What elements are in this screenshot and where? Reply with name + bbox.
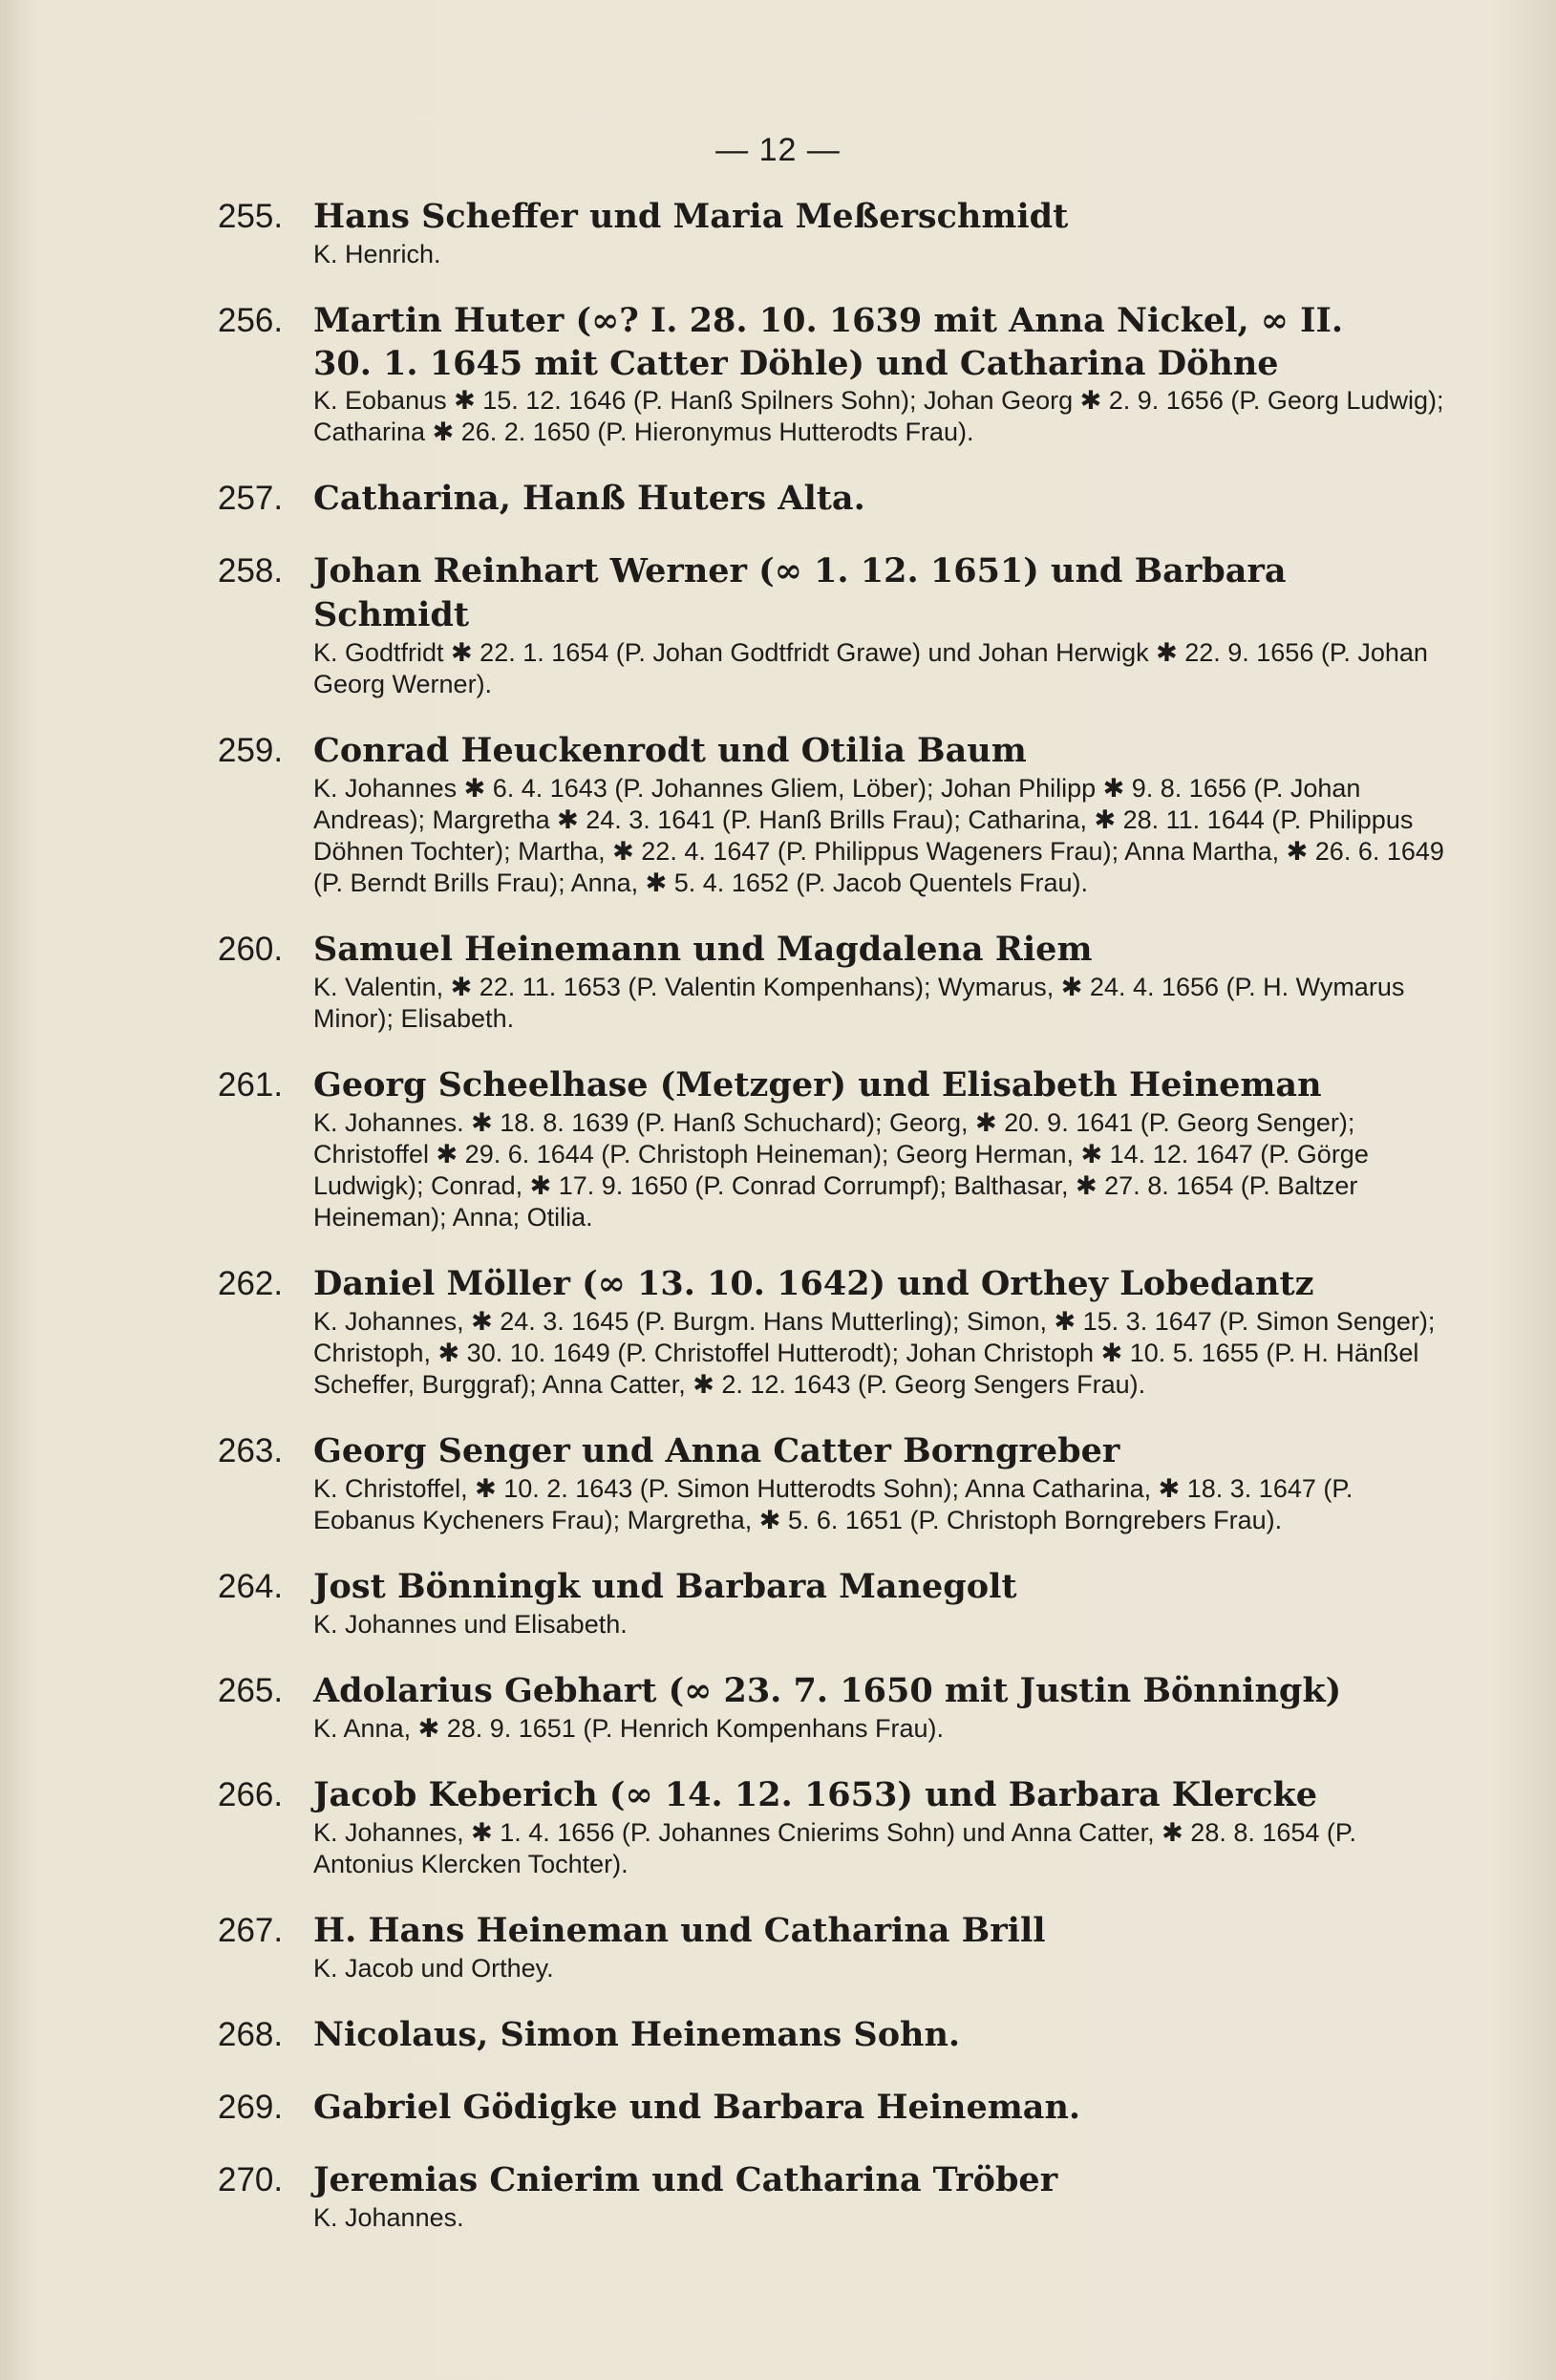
entry-children: K. Johannes und Elisabeth. [313, 1610, 628, 1639]
entry-number: 266. [218, 1776, 284, 1813]
entry-268 [218, 2013, 1450, 2057]
entry-265 [218, 1669, 1450, 1745]
entry-heading: Daniel Möller (∞ 13. 10. 1642) und Orthey Lobedantz [313, 1264, 1314, 1303]
entry-number: 259. [218, 732, 284, 769]
entry-heading: Johan Reinhart Werner (∞ 1. 12. 1651) und Barbara Schmidt [313, 551, 1287, 634]
entry-number: 270. [218, 2161, 284, 2198]
entry-261 [218, 1063, 1450, 1233]
entry-256 [218, 299, 1450, 448]
entry-number: 269. [218, 2089, 284, 2126]
entry-number: 255. [218, 198, 284, 235]
entry-number: 267. [218, 1912, 284, 1949]
entry-257 [218, 477, 1450, 521]
entry-258 [218, 549, 1450, 700]
entry-children: K. Johannes, ✱ 24. 3. 1645 (P. Burgm. Hans Mutterling); Simon, ✱ 15. 3. 1647 (P. Simon Senger); Christoph, ✱ 30. 10. 1649 (P. Christoffel Hutterodt); Johan Christoph ✱ 10. 5. 1655 (P. H. Hänßel Scheffer, Burggraf); Anna Catter, ✱ 2. 12. 1643 (P. Georg Sengers Frau). [313, 1307, 1436, 1399]
entry-number: 264. [218, 1568, 284, 1605]
entry-children: K. Jacob und Orthey. [313, 1954, 554, 1983]
entry-262 [218, 1262, 1450, 1401]
entry-children: K. Godtfridt ✱ 22. 1. 1654 (P. Johan Godtfridt Grawe) und Johan Herwigk ✱ 22. 9. 1656 (P. Johan Georg Werner). [313, 638, 1428, 698]
entry-children: K. Henrich. [313, 240, 441, 268]
entry-children: K. Valentin, ✱ 22. 11. 1653 (P. Valentin Kompenhans); Wymarus, ✱ 24. 4. 1656 (P. H. Wymarus Minor); Elisabeth. [313, 973, 1405, 1033]
entry-heading-continuation: 30. 1. 1645 mit Catter Döhle) und Catharina Döhne [313, 344, 1279, 383]
entry-heading: Nicolaus, Simon Heinemans Sohn. [313, 2015, 961, 2054]
entry-255 [218, 195, 1450, 270]
entry-heading: Georg Senger und Anna Catter Borngreber [313, 1431, 1120, 1470]
entry-number: 268. [218, 2016, 284, 2053]
entry-270 [218, 2158, 1450, 2234]
entry-number: 260. [218, 931, 284, 968]
entry-heading: Catharina, Hanß Huters Alta. [313, 479, 865, 518]
page-number: — 12 — [715, 132, 841, 168]
entry-heading: Hans Scheffer und Maria Meßerschmidt [313, 197, 1069, 236]
entry-264 [218, 1565, 1450, 1640]
entry-children: K. Johannes, ✱ 1. 4. 1656 (P. Johannes Cnierims Sohn) und Anna Catter, ✱ 28. 8. 1654 (P. Antonius Klercken Tochter). [313, 1818, 1356, 1878]
entry-heading: Conrad Heuckenrodt und Otilia Baum [313, 731, 1027, 770]
entry-heading: Jost Bönningk und Barbara Manegolt [313, 1567, 1017, 1606]
entry-number: 265. [218, 1672, 284, 1709]
entry-heading: Gabriel Gödigke und Barbara Heineman. [313, 2088, 1081, 2127]
entry-259 [218, 729, 1450, 899]
entry-children: K. Johannes. [313, 2203, 464, 2232]
entry-267 [218, 1909, 1450, 1984]
entry-heading: Martin Huter (∞? I. 28. 10. 1639 mit Anna Nickel, ∞ II. [313, 301, 1344, 340]
entry-269 [218, 2086, 1450, 2130]
entry-263 [218, 1429, 1450, 1536]
entry-children: K. Eobanus ✱ 15. 12. 1646 (P. Hanß Spilners Sohn); Johan Georg ✱ 2. 9. 1656 (P. Georg Ludwig); Catharina ✱ 26. 2. 1650 (P. Hieronymus Hutterodts Frau). [313, 386, 1444, 446]
entry-number: 257. [218, 480, 284, 517]
entry-266 [218, 1773, 1450, 1880]
entry-number: 263. [218, 1432, 284, 1469]
entry-children: K. Johannes ✱ 6. 4. 1643 (P. Johannes Gliem, Löber); Johan Philipp ✱ 9. 8. 1656 (P. Johan Andreas); Margretha ✱ 24. 3. 1641 (P. Hanß Brills Frau); Catharina, ✱ 28. 11. 1644 (P. Philippus Döhnen Tochter); Martha, ✱ 22. 4. 1647 (P. Philippus Wageners Frau); Anna Martha, ✱ 26. 6. 1649 (P. Berndt Brills Frau); Anna, ✱ 5. 4. 1652 (P. Jacob Quentels Frau). [313, 774, 1444, 897]
entry-heading: Adolarius Gebhart (∞ 23. 7. 1650 mit Justin Bönningk) [313, 1671, 1342, 1710]
entry-heading: Samuel Heinemann und Magdalena Riem [313, 930, 1093, 969]
entry-children: K. Johannes. ✱ 18. 8. 1639 (P. Hanß Schuchard); Georg, ✱ 20. 9. 1641 (P. Georg Senger); Christoffel ✱ 29. 6. 1644 (P. Christoph Heineman); Georg Herman, ✱ 14. 12. 1647 (P. Görge Ludwigk); Conrad, ✱ 17. 9. 1650 (P. Conrad Corrumpf); Balthasar, ✱ 27. 8. 1654 (P. Baltzer Heineman); Anna; Otilia. [313, 1108, 1369, 1232]
entry-heading: Jacob Keberich (∞ 14. 12. 1653) und Barbara Klercke [313, 1775, 1318, 1814]
entry-list [218, 195, 1450, 2262]
entry-children: K. Christoffel, ✱ 10. 2. 1643 (P. Simon Hutterodts Sohn); Anna Catharina, ✱ 18. 3. 1647 (P. Eobanus Kycheners Frau); Margretha, ✱ 5. 6. 1651 (P. Christoph Borngrebers Frau). [313, 1474, 1354, 1534]
entry-children: K. Anna, ✱ 28. 9. 1651 (P. Henrich Kompenhans Frau). [313, 1714, 945, 1743]
entry-heading: Georg Scheelhase (Metzger) und Elisabeth Heineman [313, 1065, 1322, 1104]
entry-number: 261. [218, 1066, 284, 1104]
entry-heading: Jeremias Cnierim und Catharina Tröber [313, 2160, 1058, 2199]
entry-heading: H. Hans Heineman und Catharina Brill [313, 1911, 1046, 1950]
entry-260 [218, 928, 1450, 1035]
entry-number: 256. [218, 302, 284, 339]
entry-number: 258. [218, 552, 284, 590]
entry-number: 262. [218, 1265, 284, 1302]
